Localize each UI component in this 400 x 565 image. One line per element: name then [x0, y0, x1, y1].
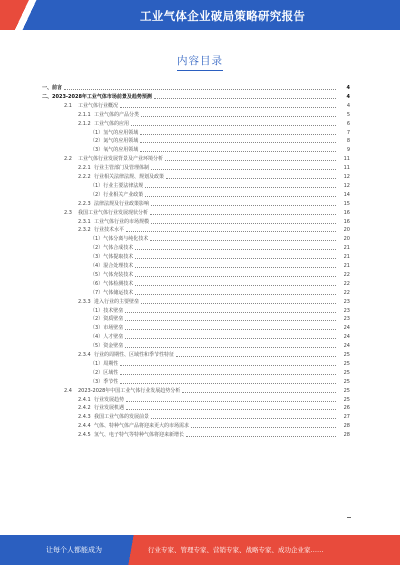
- toc-entry[interactable]: [0, 191, 400, 199]
- toc-entry-label: [78, 396, 124, 404]
- toc-entry-number: 2.4.5: [78, 432, 91, 439]
- toc-entry-label: [90, 262, 133, 270]
- toc-entry-leader: [126, 409, 336, 410]
- toc-entry-text: 技术壁垒: [103, 307, 124, 314]
- toc-entry-text: 气体分离与纯化技术: [103, 236, 149, 243]
- toc-entry-leader: [131, 125, 336, 126]
- toc-entry-number: 2.1: [64, 102, 72, 109]
- toc-entry[interactable]: [0, 422, 400, 430]
- toc-entry-number: 2.2.1: [78, 165, 91, 172]
- toc-entry-label: [90, 289, 133, 297]
- toc-entry-leader: [120, 374, 336, 375]
- toc-entry-number: （2）: [90, 138, 104, 145]
- toc-entry-label: [90, 235, 148, 243]
- toc-entry-leader: [135, 249, 336, 250]
- toc-entry-text: 氢气、电子特气等特种气体将迎来新增长: [94, 432, 185, 439]
- toc-entry-page: 25: [343, 396, 350, 403]
- toc-entry-text: 工业气体行业发展背景及产业环境分析: [78, 156, 164, 163]
- toc-entry-number: （2）: [90, 191, 104, 198]
- toc-entry-text: 人才壁垒: [103, 334, 124, 341]
- toc-entry-text: 季节性: [103, 378, 119, 385]
- toc-entry-page: 12: [343, 182, 350, 189]
- toc-entry-leader: [141, 303, 336, 304]
- toc-entry-leader: [135, 285, 336, 286]
- toc-entry[interactable]: [0, 218, 400, 226]
- toc-entry[interactable]: [0, 387, 400, 395]
- toc-entry-page: 28: [343, 423, 350, 430]
- toc-entry-label: [78, 200, 149, 208]
- toc-entry-label: [90, 307, 123, 315]
- toc-entry-leader: [135, 267, 336, 268]
- toc-entry-number: （1）: [90, 307, 104, 314]
- toc-entry-page: 23: [343, 316, 350, 323]
- toc-entry-text: 气体充装技术: [103, 271, 134, 278]
- toc-entry[interactable]: [0, 226, 400, 234]
- toc-entry-leader: [154, 98, 336, 99]
- toc-entry-page: 21: [343, 245, 350, 252]
- toc-entry[interactable]: [0, 120, 400, 128]
- toc-entry-leader: [126, 401, 336, 402]
- toc-entry[interactable]: [0, 200, 400, 208]
- toc-entry-number: （4）: [90, 334, 104, 341]
- toc-entry[interactable]: [0, 84, 400, 92]
- toc-entry-label: [90, 271, 133, 279]
- toc-entry-leader: [151, 418, 336, 419]
- toc-entry-page: 24: [343, 334, 350, 341]
- toc-entry-page: 16: [343, 209, 350, 216]
- toc-entry-label: [78, 164, 149, 172]
- toc-entry-label: [90, 378, 118, 386]
- bottom-banner: [0, 535, 400, 565]
- toc-entry-text: 市场壁垒: [103, 325, 124, 332]
- toc-entry-leader: [120, 383, 336, 384]
- toc-entry-number: 2.3.4: [78, 352, 91, 358]
- toc-entry-page: 4: [346, 93, 350, 100]
- toc-entry-leader: [191, 427, 336, 428]
- toc-entry-leader: [135, 258, 336, 259]
- toc-entry-label: [78, 431, 184, 439]
- toc-entry-label: [78, 422, 189, 430]
- toc-entry-leader: [150, 214, 336, 215]
- toc-entry-number: （1）: [90, 182, 104, 189]
- toc-entry-text: 气体检测技术: [103, 280, 134, 287]
- toc-entry-leader: [186, 436, 336, 437]
- toc-entry-label: [90, 342, 123, 350]
- toc-entry-number: （1）: [90, 360, 104, 367]
- toc-entry-label: [90, 244, 133, 252]
- toc-entry[interactable]: [0, 431, 400, 439]
- toc-entry-leader: [145, 187, 336, 188]
- toc-entry-label: [90, 280, 133, 288]
- toc-entry-text: 行业技术水平: [94, 227, 125, 234]
- toc-entry-leader: [182, 392, 336, 393]
- toc-entry[interactable]: [0, 111, 400, 119]
- toc-entry-leader: [126, 231, 336, 232]
- toc-heading-underline: [177, 70, 223, 71]
- toc-entry-leader: [125, 329, 336, 330]
- toc-entry-text: 气体合成技术: [103, 245, 134, 252]
- toc-entry[interactable]: [0, 369, 400, 377]
- toc-entry-number: 2.4.3: [78, 414, 91, 421]
- toc-entry[interactable]: [0, 102, 400, 110]
- toc-entry[interactable]: [0, 164, 400, 172]
- toc-entry-text: 工业气体的产品分类: [94, 111, 140, 118]
- toc-entry-leader: [145, 196, 336, 197]
- toc-entry-text: 区域性: [103, 369, 119, 376]
- toc-entry-label: [90, 369, 118, 377]
- toc-entry-text: 法律法规及行业政策影响: [94, 200, 150, 207]
- toc-entry-label: [64, 387, 180, 395]
- toc-entry[interactable]: [0, 253, 400, 261]
- toc-entry[interactable]: [0, 307, 400, 315]
- report-title: 工业气体企业破局策略研究报告: [140, 9, 306, 23]
- toc-entry-label: [90, 146, 138, 154]
- top-banner: [0, 0, 400, 30]
- toc-entry-text: 资质壁垒: [103, 316, 124, 323]
- toc-entry-label: [78, 298, 139, 306]
- toc-entry-leader: [151, 205, 336, 206]
- toc-entry-leader: [125, 347, 336, 348]
- toc-entry-page: 11: [343, 156, 350, 163]
- toc-entry-number: 2.3: [64, 209, 72, 216]
- toc-entry-label: [78, 111, 139, 119]
- toc-entry-label: [90, 324, 123, 332]
- toc-entry-number: 2.2.3: [78, 200, 91, 207]
- toc-entry-leader: [140, 142, 336, 143]
- toc-entry-text: 气体提取技术: [103, 254, 134, 261]
- toc-entry-label: [78, 173, 164, 181]
- toc-entry-number: （5）: [90, 343, 104, 350]
- toc-entry[interactable]: [0, 333, 400, 341]
- toc-entry-page: 22: [343, 280, 350, 287]
- toc-entry-label: [42, 93, 152, 101]
- toc-entry-text: 我国工业气体的发展前景: [94, 414, 150, 421]
- toc-entry-page: 21: [343, 263, 350, 269]
- toc-entry-page: 22: [343, 271, 350, 278]
- toc-entry-page: 25: [343, 352, 350, 358]
- toc-entry[interactable]: [0, 93, 400, 101]
- toc-entry-number: 2.3.2: [78, 227, 91, 234]
- toc-entry-label: [42, 84, 62, 92]
- toc-entry-leader: [64, 89, 336, 90]
- toc-entry-page: 6: [346, 120, 350, 127]
- toc-entry[interactable]: [0, 298, 400, 306]
- toc-entry-text: 2023-2028年中国工业气体行业发展趋势分析: [78, 387, 181, 394]
- toc-entry-leader: [135, 294, 336, 295]
- toc-entry-number: （1）: [90, 236, 104, 243]
- toc-entry-page: 11: [343, 165, 350, 172]
- toc-entry-leader: [166, 178, 336, 179]
- toc-entry-page: 27: [343, 414, 350, 421]
- toc-entry-page: 23: [343, 298, 350, 305]
- toc-entry-number: 二、: [42, 93, 53, 100]
- toc-entry-text: 工业气体行业概况: [78, 102, 119, 109]
- toc-entry-page: 28: [343, 432, 350, 439]
- toc-entry-number: 一、: [42, 85, 53, 91]
- toc-entry-page: 4: [346, 102, 350, 109]
- toc-entry-text: 工业气体行业的市场规模: [94, 218, 150, 225]
- toc-entry-label: [90, 182, 143, 190]
- toc-entry-text: 资金壁垒: [103, 343, 124, 350]
- toc-entry-text: 混合处理技术: [103, 263, 134, 269]
- toc-entry[interactable]: [0, 235, 400, 243]
- toc-entry-leader: [125, 320, 336, 321]
- toc-entry-label: [78, 226, 124, 234]
- toc-entry-number: （3）: [90, 325, 104, 332]
- toc-entry-number: （5）: [90, 271, 104, 278]
- toc-entry[interactable]: [0, 378, 400, 386]
- toc-entry-number: 2.4.4: [78, 423, 91, 430]
- toc-entry[interactable]: [0, 182, 400, 190]
- toc-entry[interactable]: [0, 342, 400, 350]
- toc-entry-label: [90, 360, 118, 368]
- toc-entry-text: 我国工业气体行业发展现状分析: [78, 209, 149, 216]
- toc-entry[interactable]: [0, 244, 400, 252]
- page-number-mark: [347, 517, 351, 518]
- toc-entry[interactable]: [0, 396, 400, 404]
- toc-entry-leader: [120, 365, 336, 366]
- toc-entry-number: （2）: [90, 316, 104, 323]
- toc-entry-number: （3）: [90, 254, 104, 261]
- toc-entry-page: 24: [343, 325, 350, 332]
- toc-entry-leader: [165, 160, 336, 161]
- toc-entry-leader: [176, 356, 336, 357]
- toc-entry-text: 行业发展趋势: [94, 396, 125, 403]
- toc-entry-leader: [135, 276, 336, 277]
- toc-entry-leader: [125, 312, 336, 313]
- toc-entry-page: 7: [346, 129, 350, 136]
- toc-entry-label: [90, 333, 123, 341]
- toc-entry-page: 21: [343, 254, 350, 261]
- toc-entry[interactable]: [0, 155, 400, 163]
- toc-entry-page: 14: [343, 191, 350, 198]
- toc-entry-leader: [151, 169, 336, 170]
- toc-entry-text: 工业气体的应用: [94, 120, 130, 127]
- toc-entry[interactable]: [0, 351, 400, 359]
- toc-entry-text: 进入行业的主要壁垒: [94, 298, 140, 305]
- toc-entry-page: 12: [343, 174, 350, 180]
- toc-heading: 内容目录: [177, 55, 223, 67]
- toc-entry-number: （1）: [90, 129, 104, 136]
- toc-entry-text: 行业相关法律法规、规划及政策: [94, 174, 165, 180]
- toc-entry[interactable]: [0, 129, 400, 137]
- footer-tagline: 行业专家、管理专家、营销专家、战略专家、成功企业家……: [148, 546, 324, 554]
- toc-entry[interactable]: [0, 360, 400, 368]
- toc-entry-text: 行业相关产业政策: [103, 191, 144, 198]
- toc-entry-text: 行业的周期性、区域性和季节性特征: [94, 352, 175, 358]
- toc-entry-text: 氮气的应用领域: [103, 138, 139, 145]
- toc-entry-label: [90, 253, 133, 261]
- toc-entry-page: 24: [343, 343, 350, 350]
- toc-entry-leader: [125, 338, 336, 339]
- toc-entry-page: 25: [343, 378, 350, 385]
- toc-entry-text: 气体储运技术: [103, 289, 134, 296]
- toc-entry-page: 22: [343, 289, 350, 296]
- toc-entry-number: （2）: [90, 369, 104, 376]
- toc-entry[interactable]: [0, 209, 400, 217]
- toc-entry-page: 15: [343, 200, 350, 207]
- toc-entry[interactable]: [0, 413, 400, 421]
- toc-entry-label: [90, 191, 143, 199]
- banner-accent-stripe: [0, 0, 62, 30]
- toc-entry[interactable]: [0, 137, 400, 145]
- toc-entry-page: 26: [343, 405, 350, 412]
- toc-entry-number: （4）: [90, 263, 104, 269]
- toc-entry[interactable]: [0, 315, 400, 323]
- toc-entry-number: （3）: [90, 378, 104, 385]
- toc-entry-label: [78, 351, 174, 359]
- toc-entry-label: [90, 137, 138, 145]
- toc-entry-number: 2.2.2: [78, 174, 91, 180]
- toc-entry-label: [78, 120, 129, 128]
- toc-entry-label: [78, 218, 149, 226]
- toc-entry-page: 25: [343, 360, 350, 367]
- toc-entry-number: 2.1.2: [78, 120, 91, 127]
- toc-entry-label: [90, 315, 123, 323]
- toc-entry-number: 2.3.1: [78, 218, 91, 225]
- toc-entry-number: 2.4: [64, 387, 72, 394]
- toc-entry-text: 行业主管部门及管理体制: [94, 165, 150, 172]
- toc-entry-page: 4: [346, 85, 350, 91]
- toc-entry[interactable]: [0, 173, 400, 181]
- toc-entry-page: 20: [343, 236, 350, 243]
- toc-entry[interactable]: [0, 324, 400, 332]
- toc-entry-label: [90, 129, 138, 137]
- toc-entry-number: （6）: [90, 280, 104, 287]
- toc-entry-number: （7）: [90, 289, 104, 296]
- toc-entry[interactable]: [0, 271, 400, 279]
- toc-entry-leader: [141, 116, 336, 117]
- toc-entry-text: 气体、特种气体产品将迎来更大的市场需求: [94, 423, 190, 430]
- toc-entry-page: 9: [346, 147, 350, 154]
- toc-entry[interactable]: [0, 146, 400, 154]
- toc-entry-number: （2）: [90, 245, 104, 252]
- toc-entry-page: 5: [346, 111, 350, 118]
- toc-entry-text: 行业发展机遇: [94, 405, 125, 412]
- toc-entry-number: （3）: [90, 147, 104, 154]
- toc-entry-page: 25: [343, 387, 350, 394]
- toc-entry-text: 氢气的应用领域: [103, 129, 139, 136]
- toc-entry-leader: [120, 107, 336, 108]
- toc-entry-leader: [150, 240, 336, 241]
- toc-entry-label: [64, 155, 163, 163]
- toc-entry-label: [78, 413, 149, 421]
- toc-entry[interactable]: [0, 404, 400, 412]
- toc-entry-text: 氧气的应用领域: [103, 147, 139, 154]
- toc-entry[interactable]: [0, 262, 400, 270]
- toc-entry-page: 25: [343, 369, 350, 376]
- toc-entry-page: 23: [343, 307, 350, 314]
- toc-entry-label: [78, 404, 124, 412]
- toc-entry-number: 2.2: [64, 156, 72, 163]
- toc-entry-leader: [140, 151, 336, 152]
- toc-entry-text: 2023-2028年工业气体市场前景及趋势预测: [52, 93, 152, 100]
- toc-entry-leader: [140, 134, 336, 135]
- toc-entry-label: [64, 102, 118, 110]
- toc-entry-number: 2.4.2: [78, 405, 91, 412]
- toc-entry-leader: [151, 223, 336, 224]
- toc-entry[interactable]: [0, 289, 400, 297]
- toc-entry-page: 20: [343, 227, 350, 234]
- toc-entry-text: 前言: [52, 85, 63, 91]
- toc-entry-number: 2.1.1: [78, 111, 91, 118]
- toc-entry-label: [64, 209, 148, 217]
- footer-slogan: 让每个人都能成为: [46, 546, 102, 554]
- toc-entry-text: 周期性: [103, 360, 119, 367]
- toc-entry-text: 行业主要法律法规: [103, 182, 144, 189]
- toc-entry-number: 2.3.3: [78, 298, 91, 305]
- toc-entry-page: 16: [343, 218, 350, 225]
- toc-entry[interactable]: [0, 280, 400, 288]
- toc-entry-page: 8: [346, 138, 350, 145]
- toc-entry-number: 2.4.1: [78, 396, 91, 403]
